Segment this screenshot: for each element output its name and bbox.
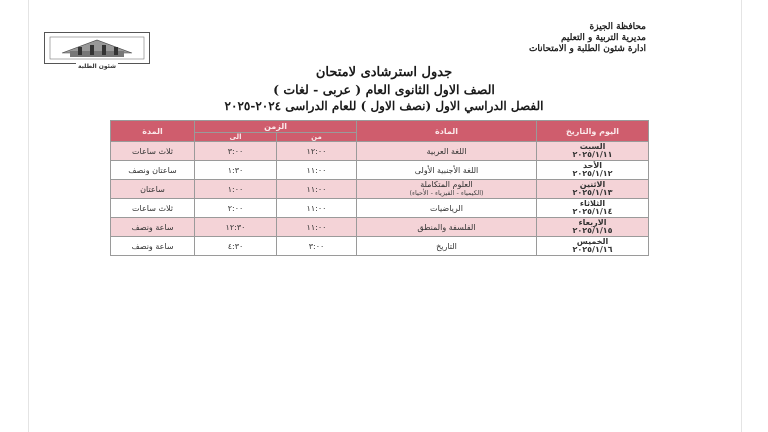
header-from: من (277, 133, 357, 142)
subject-name: التاريخ (436, 241, 457, 251)
exam-date: ٢٠٢٥/١/١٣ (572, 188, 613, 197)
to-time: ٤:٣٠ (195, 237, 277, 256)
building-emblem-icon (48, 35, 146, 61)
directorate-logo (44, 32, 150, 70)
from-time: ١١:٠٠ (277, 161, 357, 180)
table-row (111, 142, 649, 161)
table-row (111, 218, 649, 237)
header-to: الى (195, 133, 277, 142)
organization-header (529, 22, 646, 55)
duration: ساعة ونصف (111, 218, 195, 237)
from-time: ١١:٠٠ (277, 218, 357, 237)
subject-cell (357, 142, 537, 161)
duration: ساعة ونصف (111, 237, 195, 256)
subject-cell (357, 199, 537, 218)
header-time: الزمن (195, 121, 357, 133)
duration: ثلاث ساعات (111, 199, 195, 218)
exam-date: ٢٠٢٥/١/١١ (572, 150, 613, 159)
header-day: اليوم والتاريخ (537, 121, 649, 142)
day-cell (537, 199, 649, 218)
org-directorate: مديرية التربية و التعليم (560, 33, 646, 43)
day-name: الاربعاء (578, 218, 607, 227)
to-time: ٣:٠٠ (195, 142, 277, 161)
exam-date: ٢٠٢٥/١/١٥ (572, 226, 613, 235)
day-name: السبت (579, 142, 606, 151)
subject-name: اللغة الأجنبية الأولى (414, 165, 479, 175)
day-name: الاثنين (579, 180, 606, 189)
header-duration: المدة (111, 121, 195, 142)
day-cell (537, 142, 649, 161)
duration: ساعتان (111, 180, 195, 199)
day-name: الأحد (582, 161, 603, 170)
table-row (111, 180, 649, 199)
subject-cell (357, 161, 537, 180)
subject-name: العلوم المتكاملة (420, 180, 473, 189)
day-name: الثلاثاء (579, 199, 606, 208)
to-time: ١:٠٠ (195, 180, 277, 199)
table-row (111, 161, 649, 180)
to-time: ٢:٠٠ (195, 199, 277, 218)
exam-date: ٢٠٢٥/١/١٤ (572, 207, 613, 216)
exam-date: ٢٠٢٥/١/١٦ (572, 245, 613, 254)
subject-cell (357, 237, 537, 256)
subject-branches: (الكيمياء - الفيزياء - الأحياء) (409, 189, 484, 197)
day-cell (537, 161, 649, 180)
grade-title: الصف الاول الثانوى العام ( عربى - لغات ) (273, 82, 495, 97)
schedule-titles (0, 64, 768, 115)
subject-name: اللغة العربية (426, 146, 467, 156)
day-cell (537, 218, 649, 237)
day-cell (537, 237, 649, 256)
subject-cell (357, 180, 537, 199)
from-time: ١١:٠٠ (277, 180, 357, 199)
day-name: الخميس (576, 237, 609, 246)
duration: ساعتان ونصف (111, 161, 195, 180)
org-governorate: محافظة الجيزة (589, 22, 646, 32)
header-subject: المادة (357, 121, 537, 142)
from-time: ٣:٠٠ (277, 237, 357, 256)
logo-caption: شئون الطلبة (77, 63, 117, 70)
table-row (111, 199, 649, 218)
subject-cell (357, 218, 537, 237)
term-title: الفصل الدراسي الاول (نصف الاول ) للعام الدراسى ٢٠٢٤-٢٠٢٥ (224, 99, 544, 113)
schedule-title: جدول استرشادى لامتحان (315, 65, 453, 80)
day-cell (537, 180, 649, 199)
from-time: ١٢:٠٠ (277, 142, 357, 161)
org-department: ادارة شئون الطلبة و الامتحانات (528, 44, 646, 54)
exam-date: ٢٠٢٥/١/١٢ (572, 169, 613, 178)
exam-schedule-table (110, 120, 649, 256)
duration: ثلاث ساعات (111, 142, 195, 161)
to-time: ١٢:٣٠ (195, 218, 277, 237)
from-time: ١١:٠٠ (277, 199, 357, 218)
table-row (111, 237, 649, 256)
subject-name: الرياضيات (430, 203, 463, 213)
to-time: ١:٣٠ (195, 161, 277, 180)
subject-name: الفلسفة والمنطق (417, 222, 476, 232)
